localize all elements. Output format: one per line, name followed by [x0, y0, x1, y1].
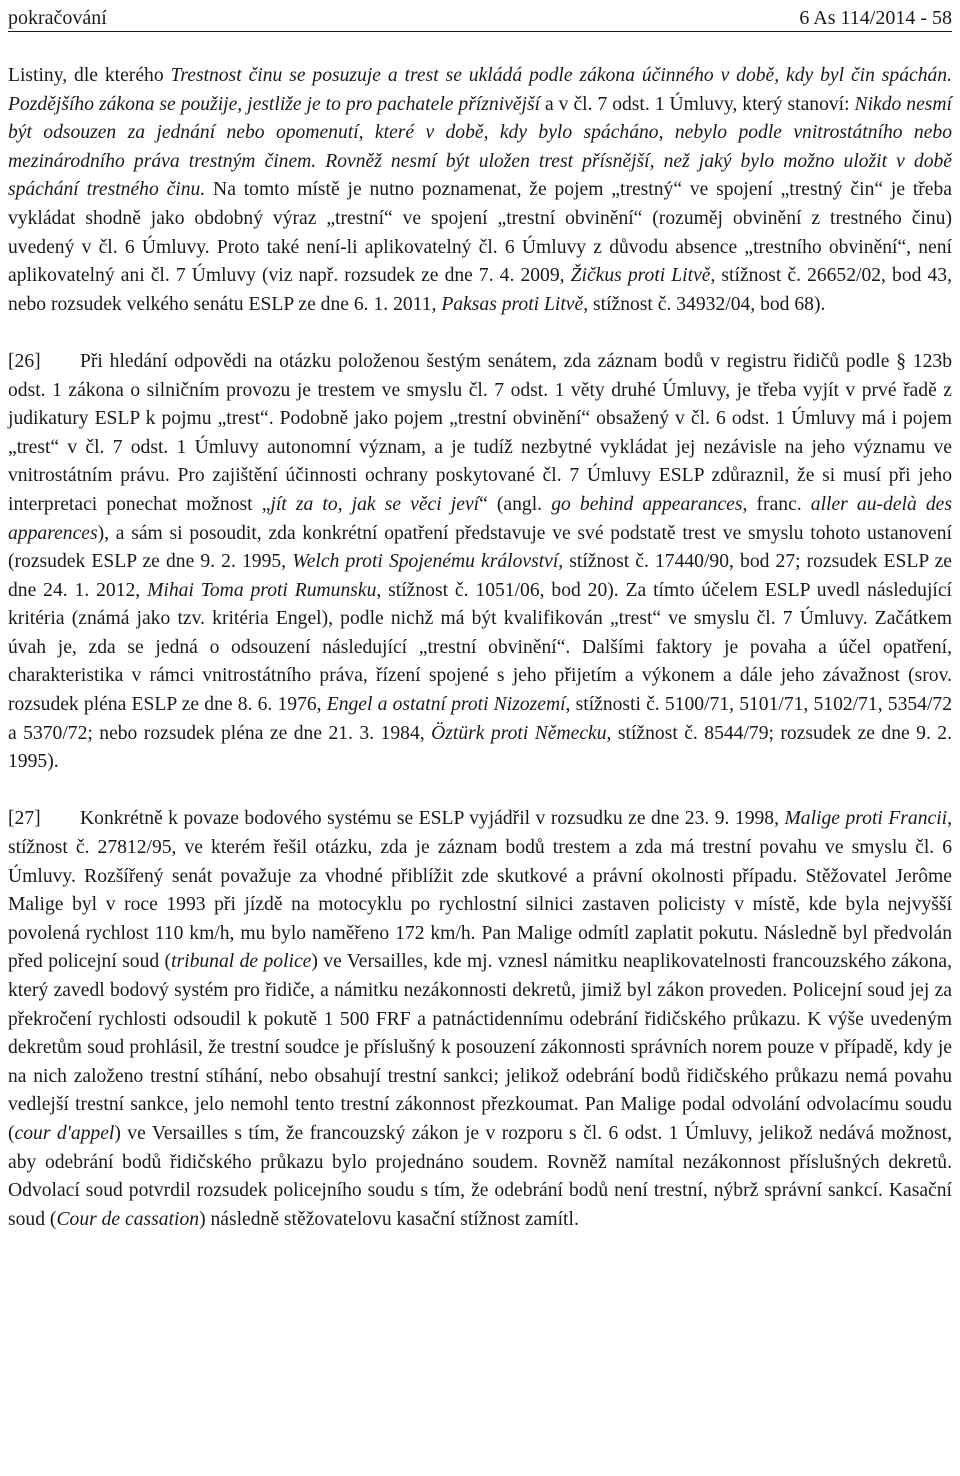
body-text: , stížnost č. 17440/90, bod 27; rozsudek ESLP ze dne 24. 1. 2012,	[8, 551, 953, 601]
body-text: , franc.	[742, 493, 811, 515]
italic-text: Welch proti Spojenému království	[292, 551, 559, 573]
body-text: , stížnost č. 26652/02, bod 43, nebo rozsudek velkého senátu ESLP ze dne 6. 1. 2011,	[8, 265, 952, 315]
document-body	[8, 62, 952, 1234]
body-text: ), a sám si posoudit, zda konkrétní opatření představuje ve své podstatě trest ve smyslu tohoto ustanovení (rozsudek ESLP ze dne 9. 2. 1995,	[8, 522, 952, 573]
body-text: , stížnost č. 1051/06, bod 20). Za tímto účelem ESLP uvedl následující kritéria (známá jako tzv. kritéria Engel), podle nichž má být kvalifikován „trest“ ve smyslu čl. 7 Úmluvy. Začátkem úvah je, zda se jedná o odsouzení následující „trestní obvinění“. Dalšími faktory je povaha a účel opatření, charakteristika v rámci vnitrostátního práva, řízení spojené s jeho přijetím a výkonem a dále jeho závažnost (srov. rozsudek pléna ESLP ze dne 8. 6. 1976,	[8, 579, 952, 716]
body-text: Při hledání odpovědi na otázku položenou šestým senátem, zda záznam bodů v registru řidičů podle § 123b odst. 1 zákona o silničním provozu je trestem ve smyslu čl. 7 odst. 1 věty druhé Úmluvy, je třeba vyjít v prvé řadě z judikatury ESLP k pojmu „trest“. Podobně jako pojem „trestní obvinění“ obsažený v čl. 6 odst. 1 Úmluvy má i pojem „trest“ v čl. 7 odst. 1 Úmluvy autonomní význam, a je tudíž nezbytné vykládat jej nezávisle na jeho významu ve vnitrostátním právu. Pro zajištění účinnosti ochrany poskytované čl. 7 Úmluvy ESLP zdůraznil, že si musí při jeho interpretaci ponechat možnost „	[8, 350, 952, 515]
italic-text: Trestnost činu se posuzuje a trest se ukládá podle zákona účinného v době, kdy byl čin spáchán. Pozdějšího zákona se použije, jestliže je to pro pachatele příznivější	[8, 65, 952, 115]
paragraph-27	[8, 805, 952, 1234]
body-text: ) následně stěžovatelovu kasační stížnost zamítl.	[199, 1208, 579, 1230]
body-text: , stížnost č. 27812/95, ve kterém řešil otázku, zda je záznam bodů trestem a zda má trestní povahu ve smyslu čl. 6 Úmluvy. Rozšířený senát považuje za vhodné přiblížit zde skutkové a právní okolnosti případu. Stěžovatel Jerôme Malige byl v roce 1993 při jízdě na motocyklu po rychlostní silnici zastaven policisty v místě, kde byla nejvyšší povolená rychlost 110 km/h, mu bylo naměřeno 172 km/h. Pan Malige odmítl zaplatit pokutu. Následně byl předvolán před policejní soud (	[8, 808, 952, 973]
italic-text: Žičkus proti Litvě	[570, 265, 711, 287]
italic-text: tribunal de police	[171, 951, 312, 973]
paragraph-26	[8, 348, 952, 777]
page-header	[8, 0, 952, 30]
italic-text: Paksas proti Litvě	[441, 293, 584, 315]
italic-text: aller au-delà des apparences	[8, 493, 953, 544]
header-continuation: pokračování	[8, 7, 107, 29]
body-text: ) ve Versailles, kde mj. vznesl námitku neaplikovatelnosti francouzského zákona, který zavedl bodový systém pro řidiče, a námitku nezákonnosti dekretů, jimiž byl zákon proveden. Policejní soud jej za překročení rychlosti odsoudil k pokutě 1 500 FRF a patnáctidennímu odebrání řidičského průkazu. K výše uvedeným dekretům soud prohlásil, že trestní soudce je příslušný k posouzení zákonnosti správních norem pouze v případě, kdy je na nich založeno trestní stíhání, nebo obsahují trestní sankci; jelikož odebrání bodů řidičského průkazu nemá povahu vedlejší trestní sankce, jelo nemohl tento trestní zákonnost přezkoumat. Pan Malige podal odvolání odvolacímu soudu (	[8, 951, 952, 1144]
header-case-number: 6 As 114/2014 - 58	[799, 7, 952, 29]
body-text: ) ve Versailles s tím, že francouzský zákon je v rozporu s čl. 6 odst. 1 Úmluvy, jelikož nedává možnost, aby odebrání bodů řidičského průkazu bylo projednáno soudem. Rovněž namítal nezákonnost příslušných dekretů. Odvolací soud potvrdil rozsudek policejního soudu s tím, že odebrání bodů není trestní, nýbrž správní sankcí. Kasační soud (	[8, 1122, 952, 1230]
italic-text: cour d'appel	[14, 1122, 115, 1144]
body-text: Konkrétně k povaze bodového systému se ESLP vyjádřil v rozsudku ze dne 23. 9. 1998,	[80, 808, 785, 830]
body-text: a v čl. 7 odst. 1 Úmluvy, který stanoví:	[540, 93, 855, 115]
body-text: , stížnost č. 8544/79; rozsudek ze dne 9. 2. 1995).	[8, 722, 953, 773]
paragraph-continuation	[8, 62, 952, 319]
italic-text: Engel a ostatní proti Nizozemí	[326, 694, 566, 716]
italic-text: Malige proti Francii	[784, 808, 948, 830]
paragraph-number: [26]	[8, 350, 41, 372]
paragraph-number: [27]	[8, 808, 41, 830]
italic-text: Cour de cassation	[56, 1208, 200, 1230]
italic-text: go behind appearances	[551, 493, 743, 515]
body-text: , stížnost č. 34932/04, bod 68).	[583, 293, 826, 315]
italic-text: Öztürk proti Německu	[431, 722, 607, 744]
body-text: Listiny, dle kterého	[8, 65, 171, 86]
header-divider	[8, 31, 952, 32]
body-text: , stížnosti č. 5100/71, 5101/71, 5102/71, 5354/72 a 5370/72; nebo rozsudek pléna ze dne 21. 3. 1984,	[8, 694, 953, 744]
body-text: “ (angl.	[479, 493, 552, 515]
italic-text: Nikdo nesmí být odsouzen za jednání nebo opomenutí, které v době, kdy bylo spácháno, nebylo podle vnitrostátního nebo mezinárodního práva trestným činem. Rovněž nesmí být uložen trest přísnější, než jaký bylo možno uložit v době spáchání trestného činu.	[8, 93, 952, 201]
body-text: Na tomto místě je nutno poznamenat, že pojem „trestný“ ve spojení „trestný čin“ je třeba vykládat shodně jako obdobný výraz „trestní“ ve spojení „trestní obvinění“ (rozuměj obvinění z trestného činu) uvedený v čl. 6 Úmluvy. Proto také není-li aplikovatelný čl. 6 Úmluvy z důvodu absence „trestního obvinění“, není aplikovatelný ani čl. 7 Úmluvy (viz např. rozsudek ze dne 7. 4. 2009,	[8, 179, 952, 287]
italic-text: Mihai Toma proti Rumunsku	[147, 579, 377, 601]
italic-text: jít za to, jak se věci jeví	[270, 493, 480, 515]
